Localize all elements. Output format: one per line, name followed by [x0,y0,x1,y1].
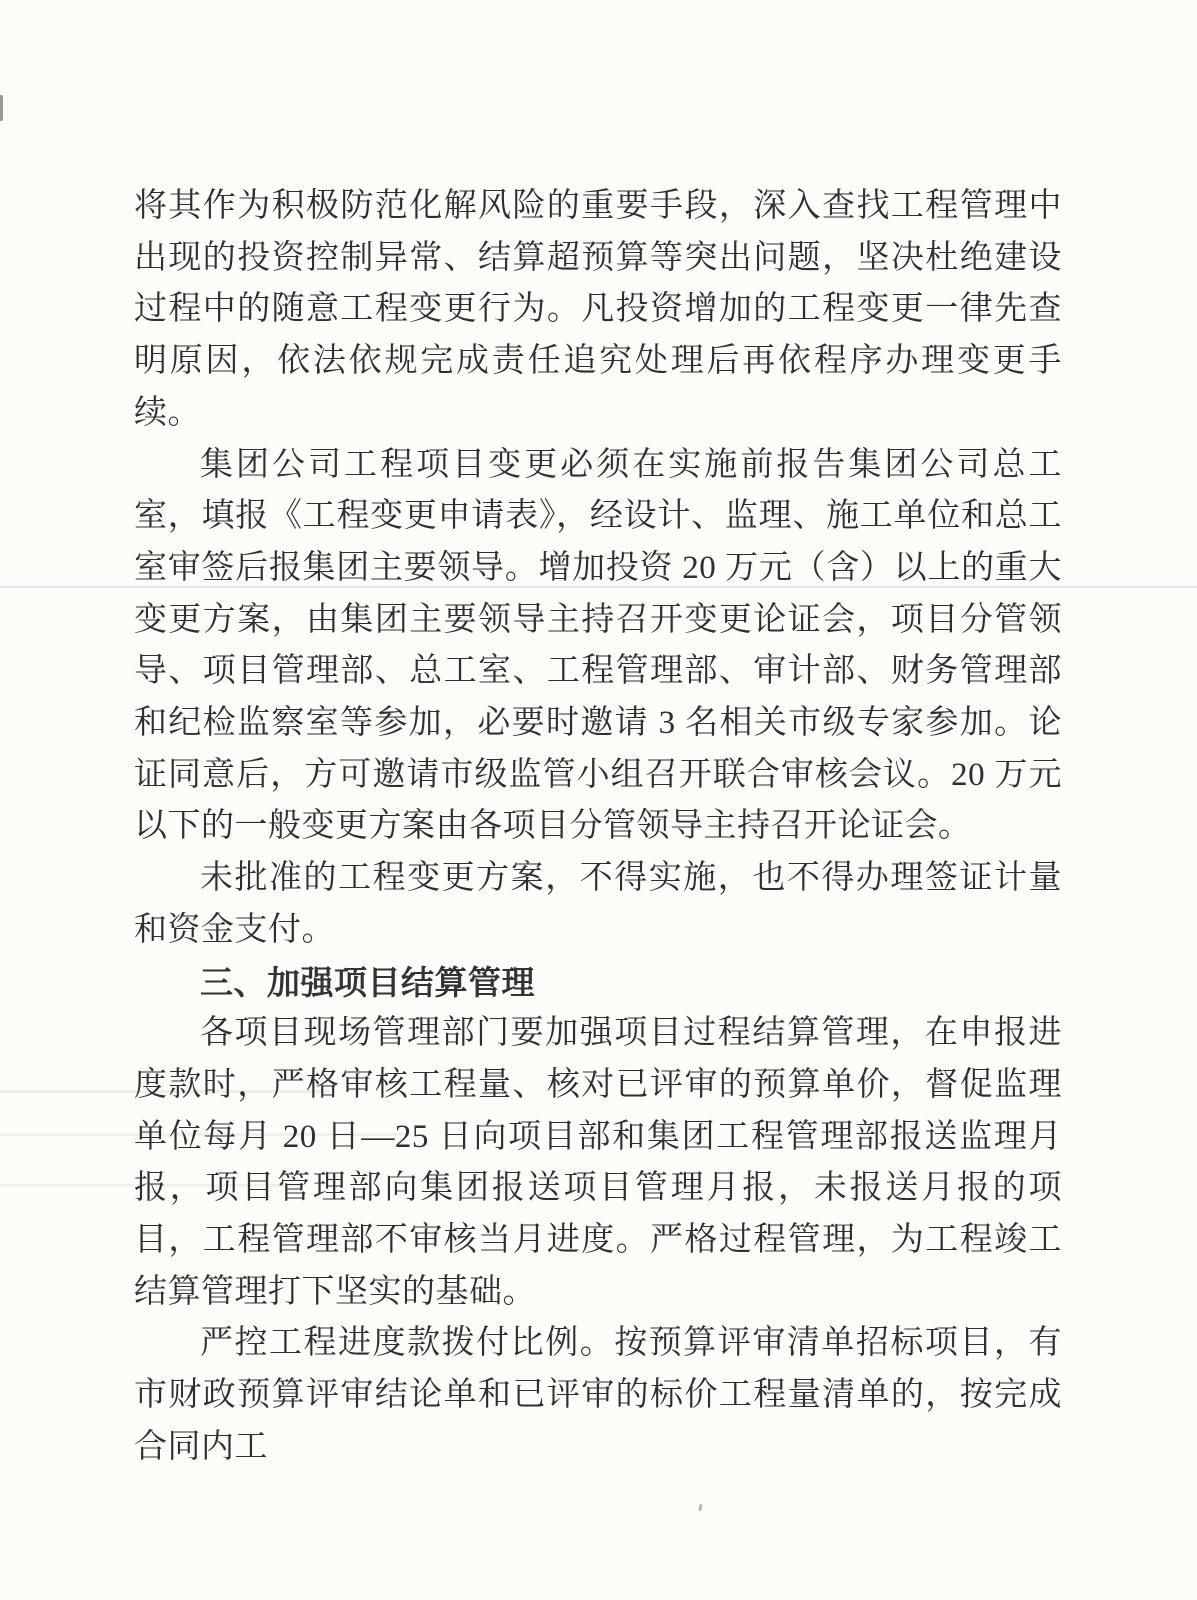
paragraph-unapproved-changes: 未批准的工程变更方案，不得实施，也不得办理签证计量和资金支付。 [134,860,1062,948]
section-heading-settlement-management: 三、加强项目结算管理 [200,963,535,1001]
paragraph-continuation: 将其作为积极防范化解风险的重要手段，深入查找工程管理中出现的投资控制异常、结算超预算等突出问题，坚决杜绝建设过程中的随意工程变更行为。凡投资增加的工程变更一律先查明原因，依法依规完成责任追究处理后再依程序办理变更手续。 [134,188,1062,431]
paragraph-process-settlement: 各项目现场管理部门要加强项目过程结算管理，在申报进度款时，严格审核工程量、核对已评审的预算单价，督促监理单位每月 20 日—25 日向项目部和集团工程管理部报送监理月报，项目管理部向集团报送项目管理月报，未报送月报的项目，工程管理部不审核当月进度。严格过程管理，为工程竣工结算管理打下坚实的基础。 [134,1015,1062,1310]
document-text-block [134,181,1062,1474]
scanner-edge-artifact [0,95,3,121]
paragraph-progress-payment: 严控工程进度款拨付比例。按预算评审清单招标项目，有市财政预算评审结论单和已评审的标价工程量清单的，按完成合同内工 [134,1325,1062,1465]
paragraph-change-approval: 集团公司工程项目变更必须在实施前报告集团公司总工室，填报《工程变更申请表》，经设计、监理、施工单位和总工室审签后报集团主要领导。增加投资 20 万元（含）以上的重大变更方案，由集团主要领导主持召开变更论证会，项目分管领导、项目管理部、总工室、工程管理部、审计部、财务管理部和纪检监察室等参加，必要时邀请 3 名相关市级专家参加。论证同意后，方可邀请市级监管小组召开联合审核会议。20 万元以下的一般变更方案由各项目分管领导主持召开论证会。 [134,446,1063,845]
scan-speck-artifact [698,1504,702,1511]
